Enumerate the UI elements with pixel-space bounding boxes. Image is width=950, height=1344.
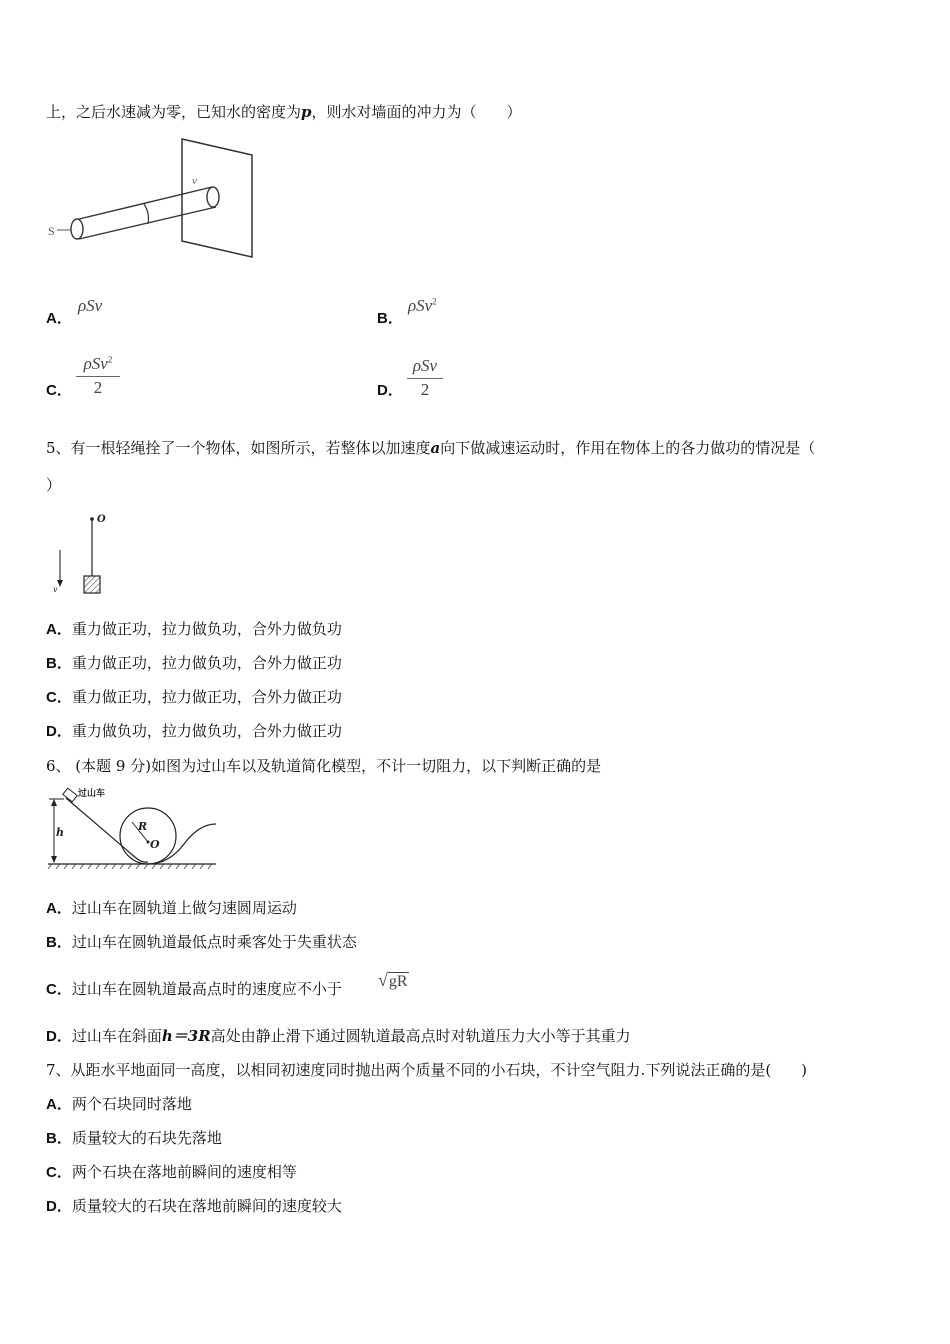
q4-option-b-formula: ρSv$^2$ — [408, 296, 437, 315]
ground-hatching — [48, 864, 212, 869]
q6-option-c[interactable]: C．过山车在圆轨道最高点时的速度应不小于 — [46, 980, 342, 998]
q4-option-c-fraction: ρSv$^2$ 2 — [76, 354, 120, 398]
label-s: S — [48, 224, 55, 238]
q4-stem-tail: 上，之后水速减为零，已知水的密度为p，则水对墙面的冲力为（ ） — [46, 103, 522, 121]
q6-option-d[interactable]: D．过山车在斜面h＝3R高处由静止滑下通过圆轨道最高点时对轨道压力大小等于其重力 — [46, 1027, 631, 1045]
label-car: 过山车 — [78, 789, 106, 799]
q4-option-b[interactable]: B． — [377, 310, 403, 327]
var-a: a — [430, 439, 441, 457]
q4-option-a[interactable]: A． — [46, 310, 72, 327]
pipe-right-end — [207, 187, 219, 207]
q7-option-d[interactable]: D．质量较大的石块在落地前瞬间的速度较大 — [46, 1197, 342, 1215]
velocity-arrowhead — [57, 580, 63, 587]
label-o: O — [97, 514, 106, 525]
q6-stem: 6、 (本题 9 分)如图为过山车以及轨道简化模型，不计一切阻力，以下判断正确的是 — [46, 757, 602, 775]
pipe-left-end — [71, 219, 83, 239]
q5-stem-end: ） — [46, 476, 62, 494]
label-r: R — [138, 820, 148, 833]
q6-option-b[interactable]: B．过山车在圆轨道最低点时乘客处于失重状态 — [46, 933, 357, 951]
q5-option-c[interactable]: C．重力做正功，拉力做正功，合外力做正功 — [46, 688, 342, 706]
q4-option-a-formula: ρSv — [78, 296, 103, 315]
label-h: h — [56, 826, 64, 839]
q5-figure-rope-block — [48, 510, 118, 600]
label-o: O — [150, 838, 160, 851]
q6-option-a[interactable]: A．过山车在圆轨道上做匀速圆周运动 — [46, 899, 297, 917]
q4-figure-pipe-wall — [46, 135, 261, 260]
q5-stem: 5、有一根轻绳拴了一个物体，如图所示，若整体以加速度a向下做减速运动时，作用在物体上的各力做功的情况是（ — [46, 439, 816, 457]
q7-option-a[interactable]: A．两个石块同时落地 — [46, 1095, 192, 1113]
label-v: v — [192, 175, 197, 187]
q7-option-b[interactable]: B．质量较大的石块先落地 — [46, 1129, 222, 1147]
rho-symbol: p — [301, 103, 312, 121]
sqrt-gr: √gR — [378, 970, 408, 990]
loop-track — [120, 808, 176, 864]
label-v: v — [53, 585, 58, 594]
h-equals-3r: h＝3R — [161, 1027, 211, 1045]
coaster-car — [63, 788, 77, 802]
q4-option-d[interactable]: D． — [377, 382, 403, 399]
q5-option-b[interactable]: B．重力做正功，拉力做负功，合外力做正功 — [46, 654, 342, 672]
q5-option-d[interactable]: D．重力做负功，拉力做负功，合外力做正功 — [46, 722, 342, 740]
block — [84, 576, 100, 593]
q4-option-d-fraction: ρSv 2 — [407, 356, 443, 400]
incline-track — [66, 798, 148, 862]
q7-option-c[interactable]: C．两个石块在落地前瞬间的速度相等 — [46, 1163, 297, 1181]
q4-option-c[interactable]: C． — [46, 382, 72, 399]
q5-option-a[interactable]: A．重力做正功，拉力做负功，合外力做负功 — [46, 620, 342, 638]
q6-figure-roller-coaster — [44, 786, 219, 870]
q7-stem: 7、从距水平地面同一高度，以相同初速度同时抛出两个质量不同的小石块，不计空气阻力.下列说法正确的是( ) — [46, 1061, 808, 1079]
pipe-section-mark — [144, 204, 149, 224]
